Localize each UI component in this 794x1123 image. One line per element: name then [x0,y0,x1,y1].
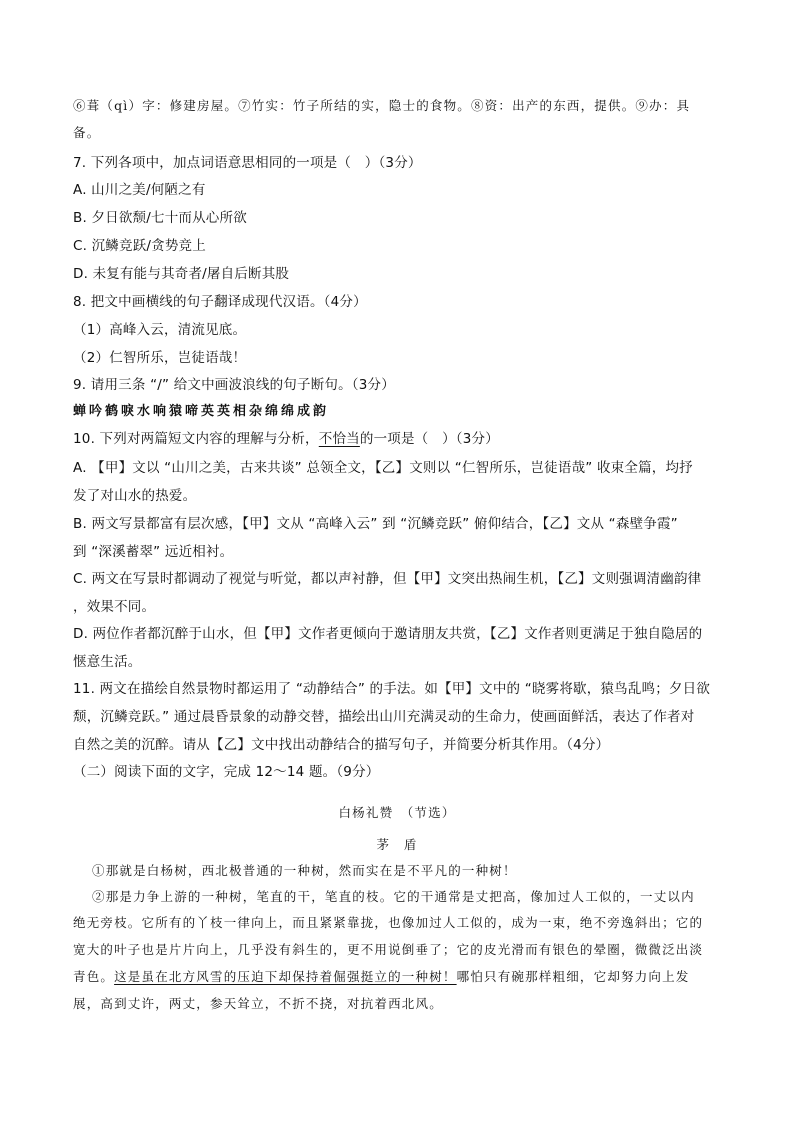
passage-paragraph-2-line: 青色。这是虽在北方风雪的压迫下却保持着倔强挺立的一种树！哪怕只有碗那样粗细，它却努力向上发 [73,969,690,984]
passage-author: 茅 盾 [376,837,418,852]
passage-paragraph-2: ②那是力争上游的一种树，笔直的干，笔直的枝。它的干通常是丈把高，像加过人工似的，一丈以内 [92,889,695,904]
question-8-item-1: （1）高峰入云，清流见底。 [73,322,247,338]
question-11-line: 颓，沉鳞竞跃。” 通过晨昏景象的动静交替，描绘出山川充满灵动的生命力，使画面鲜活，表达了作者对 [73,709,695,725]
question-7-option-d: D. 未复有能与其奇者/屠自后断其股 [73,266,290,282]
question-8-stem: 8. 把文中画横线的句子翻译成现代汉语。（4分） [73,294,367,310]
passage-title: 白杨礼赞 （节选） [338,805,456,820]
annotation-line: ⑥葺（qì）字：修建房屋。⑦竹实：竹子所结的实，隐士的食物。⑧资：出产的东西，提供。⑨办：具 [73,98,691,113]
question-11-line: 11. 两文在描绘自然景物时都运用了 “动静结合” 的手法。如【甲】文中的 “晓雾将歇，猿鸟乱鸣；夕日欲 [73,681,711,697]
question-7-option-b: B. 夕日欲颓/七十而从心所欲 [73,210,247,226]
question-10-option-a: A. 【甲】文以 “山川之美，古来共谈” 总领全文，【乙】文则以 “仁智所乐，岂徒语哉” 收束全篇，均抒 [73,460,693,476]
question-7-option-a: A. 山川之美/何陋之有 [73,182,206,198]
passage-paragraph-1: ①那就是白杨树，西北极普通的一种树，然而实在是不平凡的一种树！ [92,863,517,878]
question-7-option-c: C. 沉鳞竞跃/贪势竞上 [73,238,206,254]
section-2-heading: （二）阅读下面的文字，完成 12～14 题。（9分） [73,764,380,780]
annotation-line: 备。 [73,125,101,140]
question-10-option-d: D. 两位作者都沉醉于山水，但【甲】文作者更倾向于邀请朋友共赏，【乙】文作者则更满足于独自隐居的 [73,626,703,642]
question-10-option-c-cont: ，效果不同。 [73,599,156,615]
question-9-stem: 9. 请用三条 “/” 给文中画波浪线的句子断句。（3分） [73,377,395,393]
passage-paragraph-2-line: 展，高到丈许，两丈，参天耸立，不折不挠，对抗着西北风。 [73,996,443,1011]
question-8-item-2: （2）仁智所乐，岂徒语哉！ [73,350,247,366]
passage-paragraph-2-line: 绝无旁枝。它所有的丫枝一律向上，而且紧紧靠拢，也像加过人工似的，成为一束，绝不旁逸斜出；它的 [73,915,704,930]
question-10-option-b-cont: 到 “深溪蓄翠” 远近相衬。 [73,544,234,560]
question-10-stem: 10. 下列对两篇短文内容的理解与分析，不恰当的一项是（ ）（3分） [73,431,499,447]
question-10-option-a-cont: 发了对山水的热爱。 [73,488,197,504]
passage-paragraph-2-line: 宽大的叶子也是片片向上，几乎没有斜生的，更不用说倒垂了；它的皮光滑而有银色的晕圈，微微泛出淡 [73,942,704,957]
question-9-sentence: 蝉吟鹤唳水响猿啼英英相杂绵绵成韵 [73,404,330,419]
underlined-keyword: 不恰当 [318,431,360,447]
question-10-option-d-cont: 惬意生活。 [73,654,142,670]
question-7-stem: 7. 下列各项中，加点词语意思相同的一项是（ ）（3分） [73,155,422,171]
underlined-sentence: 这是虽在北方风雪的压迫下却保持着倔强挺立的一种树！ [114,969,457,984]
question-10-option-b: B. 两文写景都富有层次感，【甲】文从 “高峰入云” 到 “沉鳞竞跃” 俯仰结合，【乙】文从 “森壁争霞” [73,516,678,532]
question-10-option-c: C. 两文在写景时都调动了视觉与听觉，都以声衬静，但【甲】文突出热闹生机，【乙】文则强调清幽韵律 [73,571,702,587]
question-11-line: 自然之美的沉醉。请从【乙】文中找出动静结合的描写句子，并简要分析其作用。（4分） [73,737,610,753]
